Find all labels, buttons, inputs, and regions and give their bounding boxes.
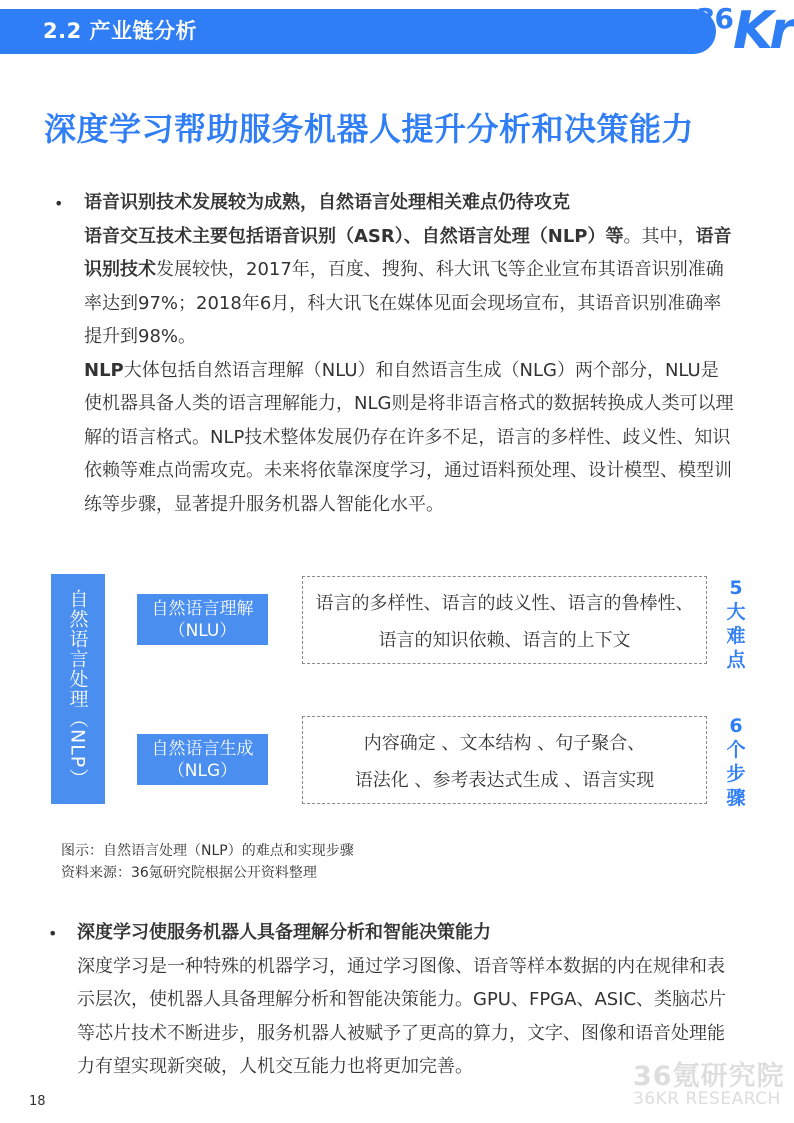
page-title: 深度学习帮助服务机器人提升分析和决策能力 — [44, 110, 695, 148]
bullet1-paragraph1 — [84, 220, 734, 354]
nlu-node-line2: （NLU） — [168, 620, 237, 641]
steps-tag — [716, 714, 756, 810]
page-number: 18 — [29, 1094, 46, 1109]
difficulties-tag — [716, 576, 756, 672]
figure-source: 资料来源：36氪研究院根据公开资料整理 — [61, 865, 317, 881]
tag1-char: 大 — [726, 601, 746, 623]
bullet2-heading: 深度学习使服务机器人具备理解分析和智能决策能力 — [77, 922, 491, 943]
bullet1-p1-rest: 。其中， — [623, 225, 696, 247]
bullet1-p1-rest2: 发展较快，2017年，百度、搜狗、科大讯飞等企业宣布其语音识别准确率达到97%；2018年6月，科大讯飞在媒体见面会现场宣布，其语音识别准确率提升到98%。 — [84, 259, 724, 347]
nlp-root-box — [51, 574, 105, 804]
tag1-char: 点 — [726, 649, 746, 671]
nlg-node-line1: 自然语言生成 — [151, 738, 254, 759]
nlu-box-line1: 语言的多样性、语言的歧义性、语言的鲁棒性、 — [315, 592, 694, 614]
nlg-steps-box — [302, 716, 707, 804]
nlu-node-line1: 自然语言理解 — [151, 598, 254, 619]
nlu-difficulties-box — [302, 576, 707, 664]
bullet-marker: • — [54, 194, 64, 213]
bullet1-p1-bold2: 语音识别技术 — [84, 225, 732, 280]
tag2-char: 步 — [726, 763, 746, 785]
bullet1-heading: 语音识别技术发展较为成熟，自然语言处理相关难点仍待攻克 — [84, 192, 570, 213]
bullet2-body: 深度学习是一种特殊的机器学习，通过学习图像、语音等样本数据的内在规律和表示层次，使机器人具备理解分析和智能决策能力。GPU、FPGA、ASIC、类脑芯片等芯片技术不断进步，服务机器人被赋予了更高的算力，文字、图像和语音处理能力有望实现新突破，人机交互能力也将更加完善。 — [77, 955, 727, 1077]
tag1-char: 5 — [729, 577, 743, 599]
tag2-char: 骤 — [726, 787, 746, 809]
nlg-box-line2: 语法化 、参考表达式生成 、语言实现 — [354, 769, 655, 791]
section-label: 2.2 产业链分析 — [43, 19, 198, 43]
bullet1-paragraph2 — [84, 354, 734, 522]
36kr-logo — [693, 1, 794, 61]
tag2-char: 个 — [726, 739, 746, 761]
nlg-node-line2: （NLG） — [167, 760, 238, 781]
bullet1-p2-rest: 大体包括自然语言理解（NLU）和自然语言生成（NLG）两个部分，NLU是使机器具备人类的语言理解能力，NLG则是将非语言格式的数据转换成人类可以理解的语言格式。NLP技术整体发展仍存在许多不足，语言的多样性、歧义性、知识依赖等难点尚需攻克。未来将依靠深度学习，通过语料预处理、设计模型、模型训练等步骤，显著提升服务机器人智能化水平。 — [84, 359, 734, 515]
nlp-root-label: 自然语言处理（NLP） — [66, 589, 89, 789]
nlg-node — [137, 734, 268, 785]
nlu-node — [137, 594, 268, 645]
bullet1-block — [84, 186, 734, 521]
figure-caption: 图示：自然语言处理（NLP）的难点和实现步骤 — [61, 843, 354, 859]
bullet1-p1-bold: 语音交互技术主要包括语音识别（ASR）、自然语言处理（NLP）等 — [84, 225, 624, 247]
tag2-char: 6 — [729, 715, 743, 737]
bullet1-p2-bold: NLP — [84, 359, 124, 381]
logo-number: 36 — [696, 2, 733, 35]
logo-letters: Kr — [733, 1, 791, 61]
bullet-marker: • — [48, 924, 58, 943]
watermark-cn: 36氪研究院 — [633, 1061, 785, 1092]
watermark-en: 36KR RESEARCH — [633, 1089, 781, 1109]
nlg-box-line1: 内容确定 、文本结构 、句子聚合、 — [363, 732, 646, 754]
36kr-research-watermark — [633, 1054, 785, 1109]
tag1-char: 难 — [726, 625, 746, 647]
nlu-box-line2: 语言的知识依赖、语言的上下文 — [378, 629, 631, 651]
